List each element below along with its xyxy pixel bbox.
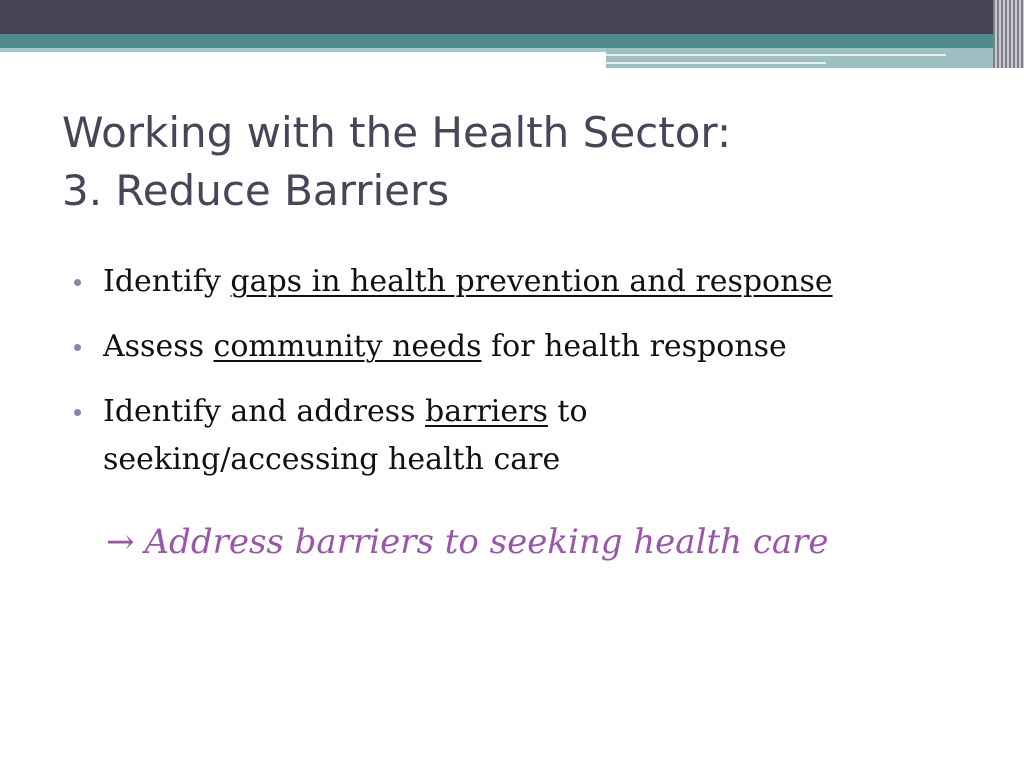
right-arrow-icon: → xyxy=(106,522,135,562)
bullet-item xyxy=(74,323,974,371)
header-accent-line xyxy=(606,62,826,64)
bullet-text-pre: Identify and address xyxy=(103,394,426,429)
bullet-text-pre: Identify xyxy=(103,264,231,299)
bullet-text-underlined: gaps in health prevention and response xyxy=(230,264,833,299)
slide-title xyxy=(62,104,962,220)
slide-title-line2: 3. Reduce Barriers xyxy=(62,166,450,215)
bullet-item xyxy=(74,388,703,484)
bullet-dot-icon xyxy=(74,279,81,286)
header-band-dark xyxy=(0,0,1024,34)
header-band-light xyxy=(0,48,610,52)
bullet-item xyxy=(74,258,974,306)
header-stripes xyxy=(993,0,1024,68)
bullet-list xyxy=(74,258,974,501)
bullet-text-post: to seeking/accessing health care xyxy=(103,394,588,477)
callout xyxy=(106,518,966,566)
bullet-text-underlined: barriers xyxy=(425,394,548,429)
header-band-teal xyxy=(0,34,1024,48)
bullet-text-underlined: community needs xyxy=(213,329,482,364)
bullet-text-post: for health response xyxy=(481,329,787,364)
bullet-dot-icon xyxy=(74,409,81,416)
header-accent-block xyxy=(606,48,1024,68)
bullet-dot-icon xyxy=(74,344,81,351)
header-accent-line xyxy=(606,54,946,56)
callout-text: Address barriers to seeking health care xyxy=(144,522,829,562)
slide-title-line1: Working with the Health Sector: xyxy=(62,108,732,157)
bullet-text-pre: Assess xyxy=(103,329,214,364)
